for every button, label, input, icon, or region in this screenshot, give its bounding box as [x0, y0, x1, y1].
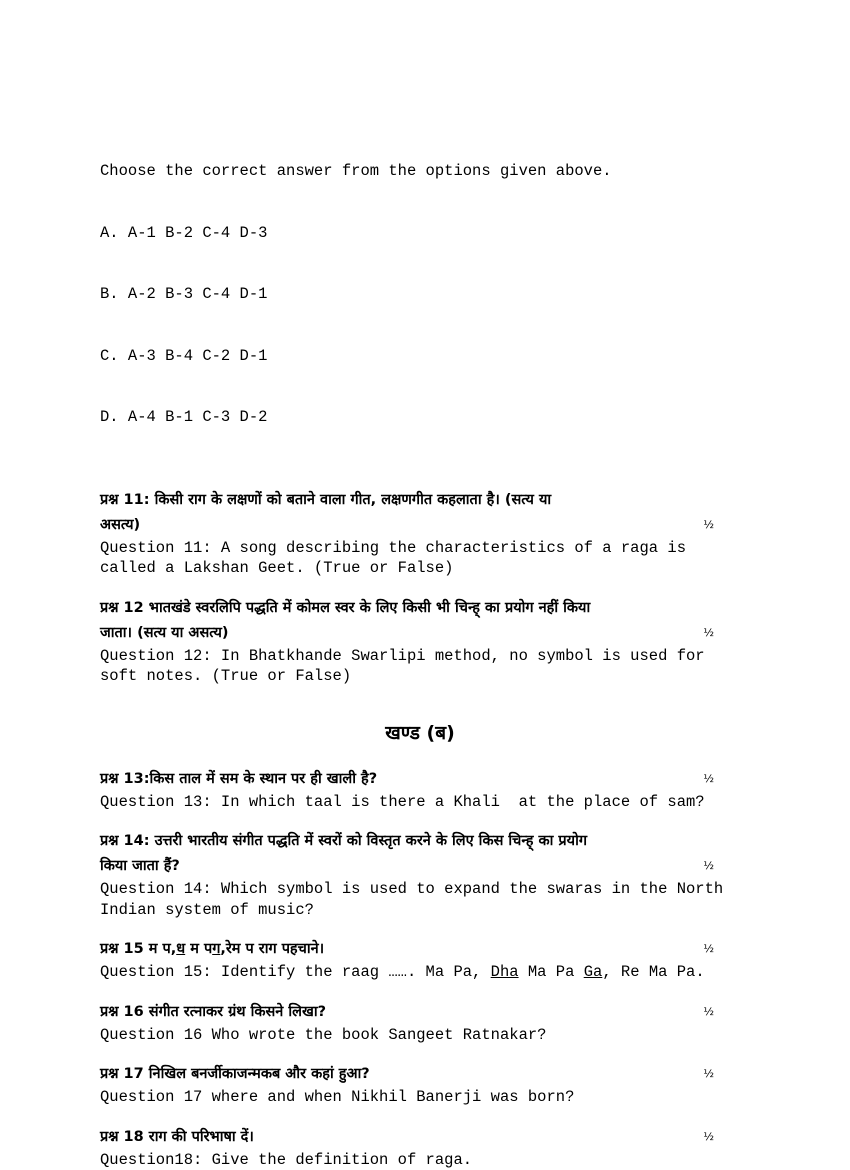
- question-16-hindi: प्रश्न 16 संगीत रत्नाकर ग्रंथ किसने लिखा?: [100, 1000, 740, 1025]
- question-15-hindi: [100, 937, 740, 962]
- question-15: [100, 937, 740, 983]
- question-17-hindi: प्रश्न 17 निखिल बनर्जीकाजन्मकब और कहां हुआ?: [100, 1062, 740, 1087]
- question-17-english: Question 17 where and when Nikhil Banerji was born?: [100, 1087, 740, 1108]
- question-14-hindi-line1: प्रश्न 14: उत्तरी भारतीय संगीत पद्धति में स्वरों को विस्तृत करने के लिए किस चिन्ह् का प्रयोग: [100, 829, 740, 854]
- option-b: B. A-2 B-3 C-4 D-1: [100, 284, 740, 305]
- question-14: [100, 829, 740, 920]
- question-13-hindi: प्रश्न 13:किस ताल में सम के स्थान पर ही खाली है?: [100, 767, 740, 792]
- question-14-hindi-line2: किया जाता हैं?: [100, 854, 740, 879]
- q15-english-dha: Dha: [491, 963, 519, 981]
- q15-hindi-pre: प्रश्न 15 म प,: [100, 941, 176, 957]
- question-12: [100, 596, 740, 687]
- question-11-hindi-line1: प्रश्न 11: किसी राग के लक्षणों को बताने वाला गीत, लक्षणगीत कहलाता है। (सत्य या: [100, 488, 740, 513]
- marks-label: ½: [703, 942, 714, 955]
- question-11-hindi-line2: असत्य): [100, 513, 740, 538]
- q15-english-ga: Ga: [584, 963, 603, 981]
- marks-label: ½: [703, 518, 714, 531]
- marks-label: ½: [703, 1130, 714, 1143]
- option-c: C. A-3 B-4 C-2 D-1: [100, 346, 740, 367]
- q15-hindi-mid: म प: [185, 941, 212, 957]
- question-12-hindi-line1: प्रश्न 12 भातखंडे स्वरलिपि पद्धति में कोमल स्वर के लिए किसी भी चिन्ह् का प्रयोग नहीं किया: [100, 596, 740, 621]
- marks-label: ½: [703, 1005, 714, 1018]
- question-18-hindi: प्रश्न 18 राग की परिभाषा दें।: [100, 1125, 740, 1150]
- options-prompt: Choose the correct answer from the options given above.: [100, 161, 740, 182]
- question-11: [100, 488, 740, 579]
- question-17: [100, 1062, 740, 1108]
- question-15-english: [100, 962, 740, 983]
- option-d: D. A-4 B-1 C-3 D-2: [100, 407, 740, 428]
- q15-hindi-post: ,रेम प राग पहचाने।: [220, 941, 324, 957]
- options-block: [100, 120, 740, 469]
- question-14-english: Question 14: Which symbol is used to expand the swaras in the North Indian system of music?: [100, 879, 740, 920]
- marks-label: ½: [703, 772, 714, 785]
- question-11-english: Question 11: A song describing the characteristics of a raga is called a Lakshan Geet. (True or False): [100, 538, 740, 579]
- option-a: A. A-1 B-2 C-4 D-3: [100, 223, 740, 244]
- marks-label: ½: [703, 1067, 714, 1080]
- question-18: [100, 1125, 740, 1170]
- document-page: [100, 120, 740, 1170]
- question-12-hindi-line2: जाता। (सत्य या असत्य): [100, 621, 740, 646]
- marks-label: ½: [703, 859, 714, 872]
- question-12-english: Question 12: In Bhatkhande Swarlipi method, no symbol is used for soft notes. (True or False): [100, 646, 740, 687]
- question-16-english: Question 16 Who wrote the book Sangeet Ratnakar?: [100, 1025, 740, 1046]
- q15-hindi-dha: ध: [176, 941, 185, 957]
- q15-hindi-ga: ग: [212, 941, 220, 957]
- question-18-english: Question18: Give the definition of raga.: [100, 1150, 740, 1170]
- q15-english-pre: Question 15: Identify the raag ……. Ma Pa,: [100, 963, 491, 981]
- marks-label: ½: [703, 626, 714, 639]
- section-heading: खण्ड (ब): [100, 719, 740, 745]
- question-13: [100, 767, 740, 813]
- q15-english-mid: Ma Pa: [519, 963, 584, 981]
- q15-english-post: , Re Ma Pa.: [602, 963, 704, 981]
- question-16: [100, 1000, 740, 1046]
- question-13-english: Question 13: In which taal is there a Khali at the place of sam?: [100, 792, 740, 813]
